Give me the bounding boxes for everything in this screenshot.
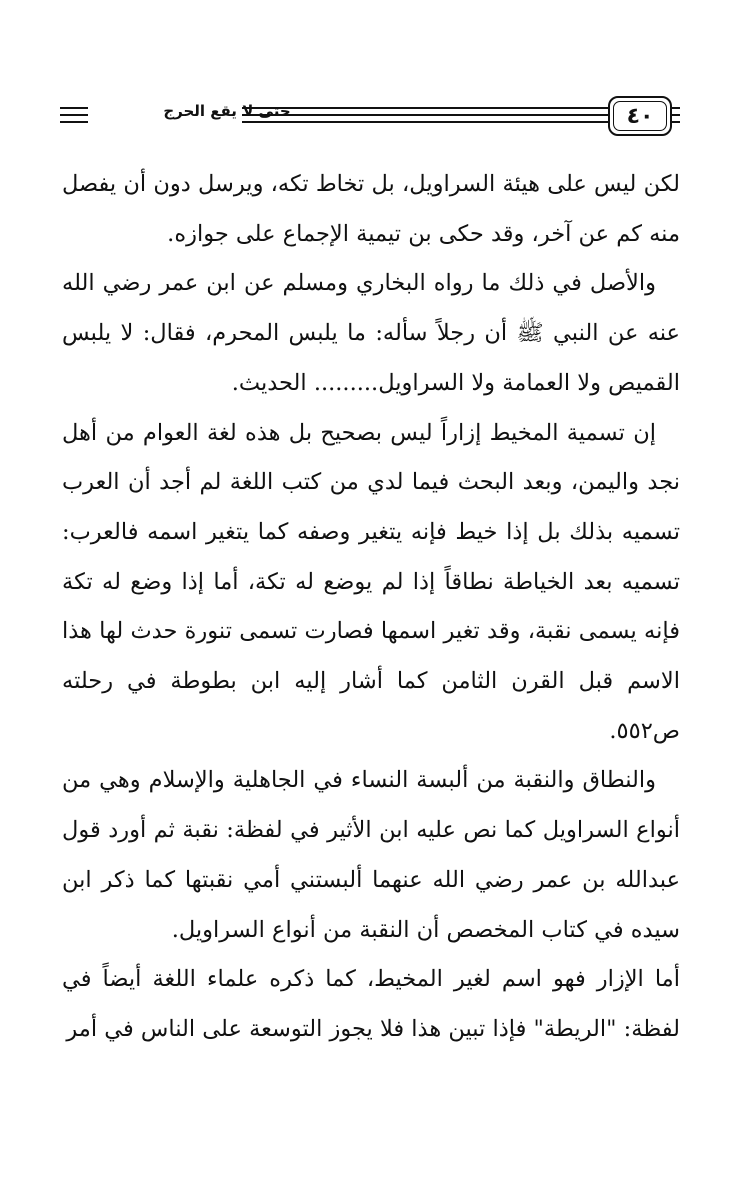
header-rule	[60, 121, 88, 123]
body-text	[62, 160, 680, 1055]
paragraph: إن تسمية المخيط إزاراً ليس بصحيح بل هذه لغة العوام من أهل نجد واليمن، وبعد البحث فيما لدي من كتب اللغة لم أجد أن العرب تسميه بذلك بل إذا خيط فإنه يتغير وصفه كما يتغير اسمه فالعرب: تسميه بعد الخياطة نطاقاً إذا لم يوضع له تكة، أما إذا وضع له تكة فإنه يسمى نقبة، وقد تغير اسمها فصارت تسمى تنورة حدث لها هذا الاسم قبل القرن الثامن كما أشار إليه ابن بطوطة في رحلته ص٥٥٢.	[62, 419, 680, 744]
paragraph: والأصل في ذلك ما رواه البخاري ومسلم عن ابن عمر رضي الله عنه عن النبي ﷺ أن رجلاً سأله: ما يلبس المحرم، فقال: لا يلبس القميص ولا العمامة ولا السراويل......... الحديث.	[62, 270, 680, 396]
header-rule	[242, 121, 608, 123]
page-number: ٤٠	[626, 103, 654, 129]
running-title: حتى لا يقع الحرج	[163, 102, 291, 120]
header-rule	[242, 114, 608, 116]
page-header	[60, 94, 680, 144]
header-rule	[672, 121, 680, 123]
header-rule	[60, 107, 88, 109]
header-rule	[672, 114, 680, 116]
page-number-box	[608, 96, 672, 136]
paragraph: أما الإزار فهو اسم لغير المخيط، كما ذكره علماء اللغة أيضاً في لفظة: "الريطة" فإذا تبين هذا فلا يجوز التوسعة على الناس في أمر	[62, 966, 680, 1042]
header-rule	[60, 114, 88, 116]
paragraph: والنطاق والنقبة من ألبسة النساء في الجاهلية والإسلام وهي من أنواع السراويل كما نص عليه ابن الأثير في لفظة: نقبة ثم أورد قول عبدالله بن عمر رضي الله عنهما ألبستني أمي نقبتها كما ذكر ابن سيده في كتاب المخصص أن النقبة من أنواع السراويل.	[62, 767, 680, 943]
paragraph: لكن ليس على هيئة السراويل، بل تخاط تكه، ويرسل دون أن يفصل منه كم عن آخر، وقد حكى بن تيمية الإجماع على جوازه.	[62, 171, 680, 247]
header-rule	[242, 107, 608, 109]
header-rule	[672, 107, 680, 109]
